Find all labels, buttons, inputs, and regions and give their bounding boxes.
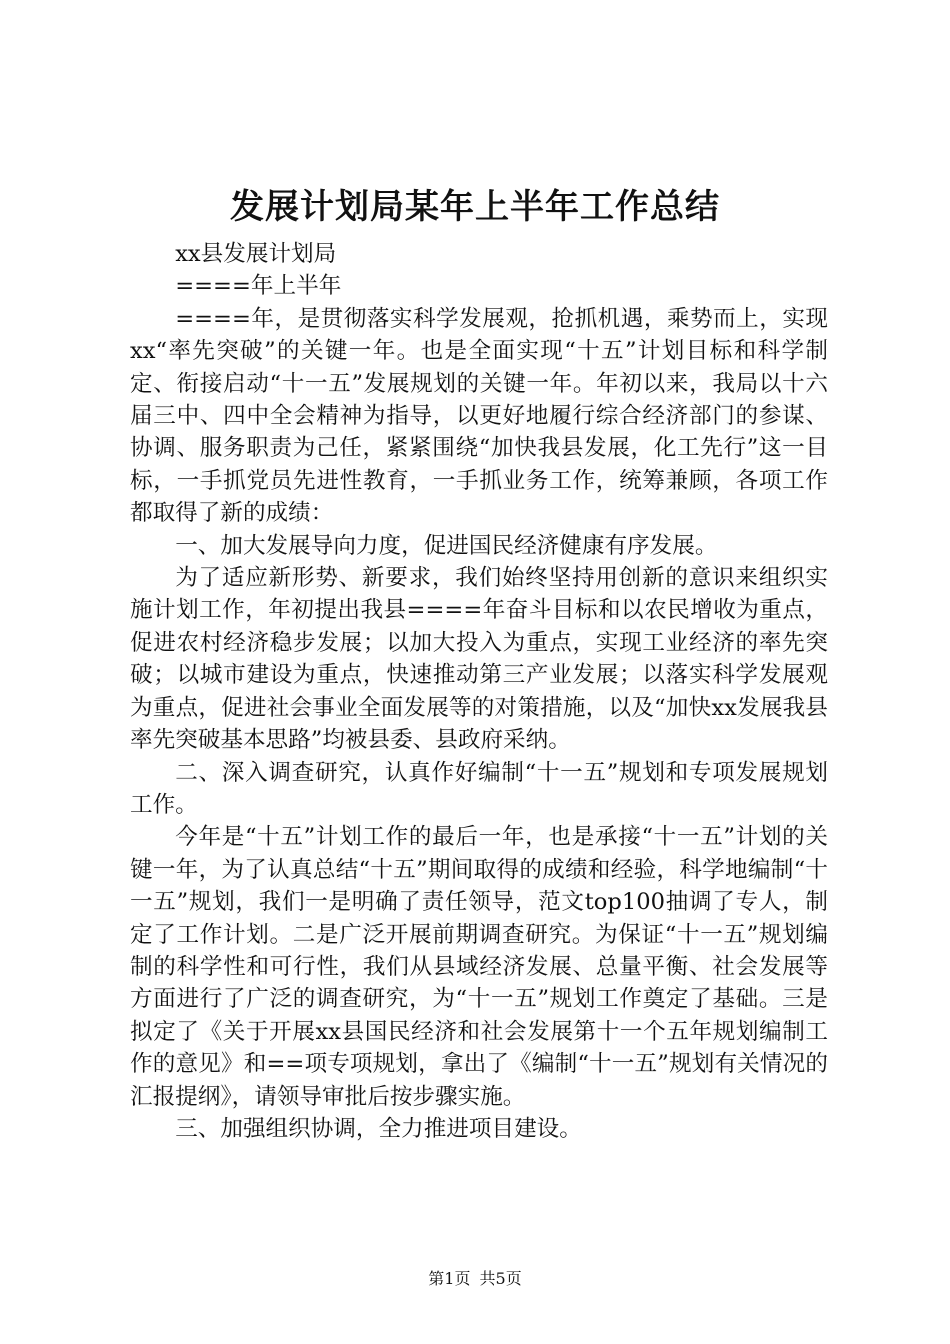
document-body [130,238,828,1145]
paragraph-intro: ====年，是贯彻落实科学发展观，抢抓机遇，乘势而上，实现xx“率先突破”的关键一年。也是全面实现“十五”计划目标和科学制定、衔接启动“十一五”发展规划的关键一年。年初以来，我局以十六届三中、四中全会精神为指导，以更好地履行综合经济部门的参谋、协调、服务职责为己任，紧紧围绕“加快我县发展，化工先行”这一目标，一手抓党员先进性教育，一手抓业务工作，统筹兼顾，各项工作都取得了新的成绩： [130,305,828,527]
page-footer [0,1268,950,1290]
paragraph-section-2: 今年是“十五”计划工作的最后一年，也是承接“十一五”计划的关键一年，为了认真总结“十五”期间取得的成绩和经验，科学地编制“十一五”规划，我们一是明确了责任领导，范文top100抽调了专人，制定了工作计划。二是广泛开展前期调查研究。为保证“十一五”规划编制的科学性和可行性，我们从县域经济发展、总量平衡、社会发展等方面进行了广泛的调查研究，为“十一五”规划工作奠定了基础。三是拟定了《关于开展xx县国民经济和社会发展第十一个五年规划编制工作的意见》和==项专项规划，拿出了《编制“十一五”规划有关情况的汇报提纲》，请领导审批后按步骤实施。 [130,824,828,1110]
paragraph-period: ====年上半年 [175,273,342,300]
page-number: 第1页 [428,1269,471,1288]
document-title: 发展计划局某年上半年工作总结 [230,187,720,227]
paragraph-department: xx县发展计划局 [175,241,337,267]
paragraph-section-1: 为了适应新形势、新要求，我们始终坚持用创新的意识来组织实施计划工作，年初提出我县====年奋斗目标和以农民增收为重点，促进农村经济稳步发展；以加大投入为重点，实现工业经济的率先突破；以城市建设为重点，快速推动第三产业发展；以落实科学发展观为重点，促进社会事业全面发展等的对策措施，以及“加快xx发展我县率先突破基本思路”均被县委、县政府采纳。 [130,565,828,754]
section-heading-2: 二、深入调查研究，认真作好编制“十一五”规划和专项发展规划工作。 [130,759,828,818]
section-heading-1: 一、加大发展导向力度，促进国民经济健康有序发展。 [175,532,718,559]
page-total: 共5页 [479,1269,522,1288]
section-heading-3: 三、加强组织协调，全力推进项目建设。 [175,1115,582,1142]
